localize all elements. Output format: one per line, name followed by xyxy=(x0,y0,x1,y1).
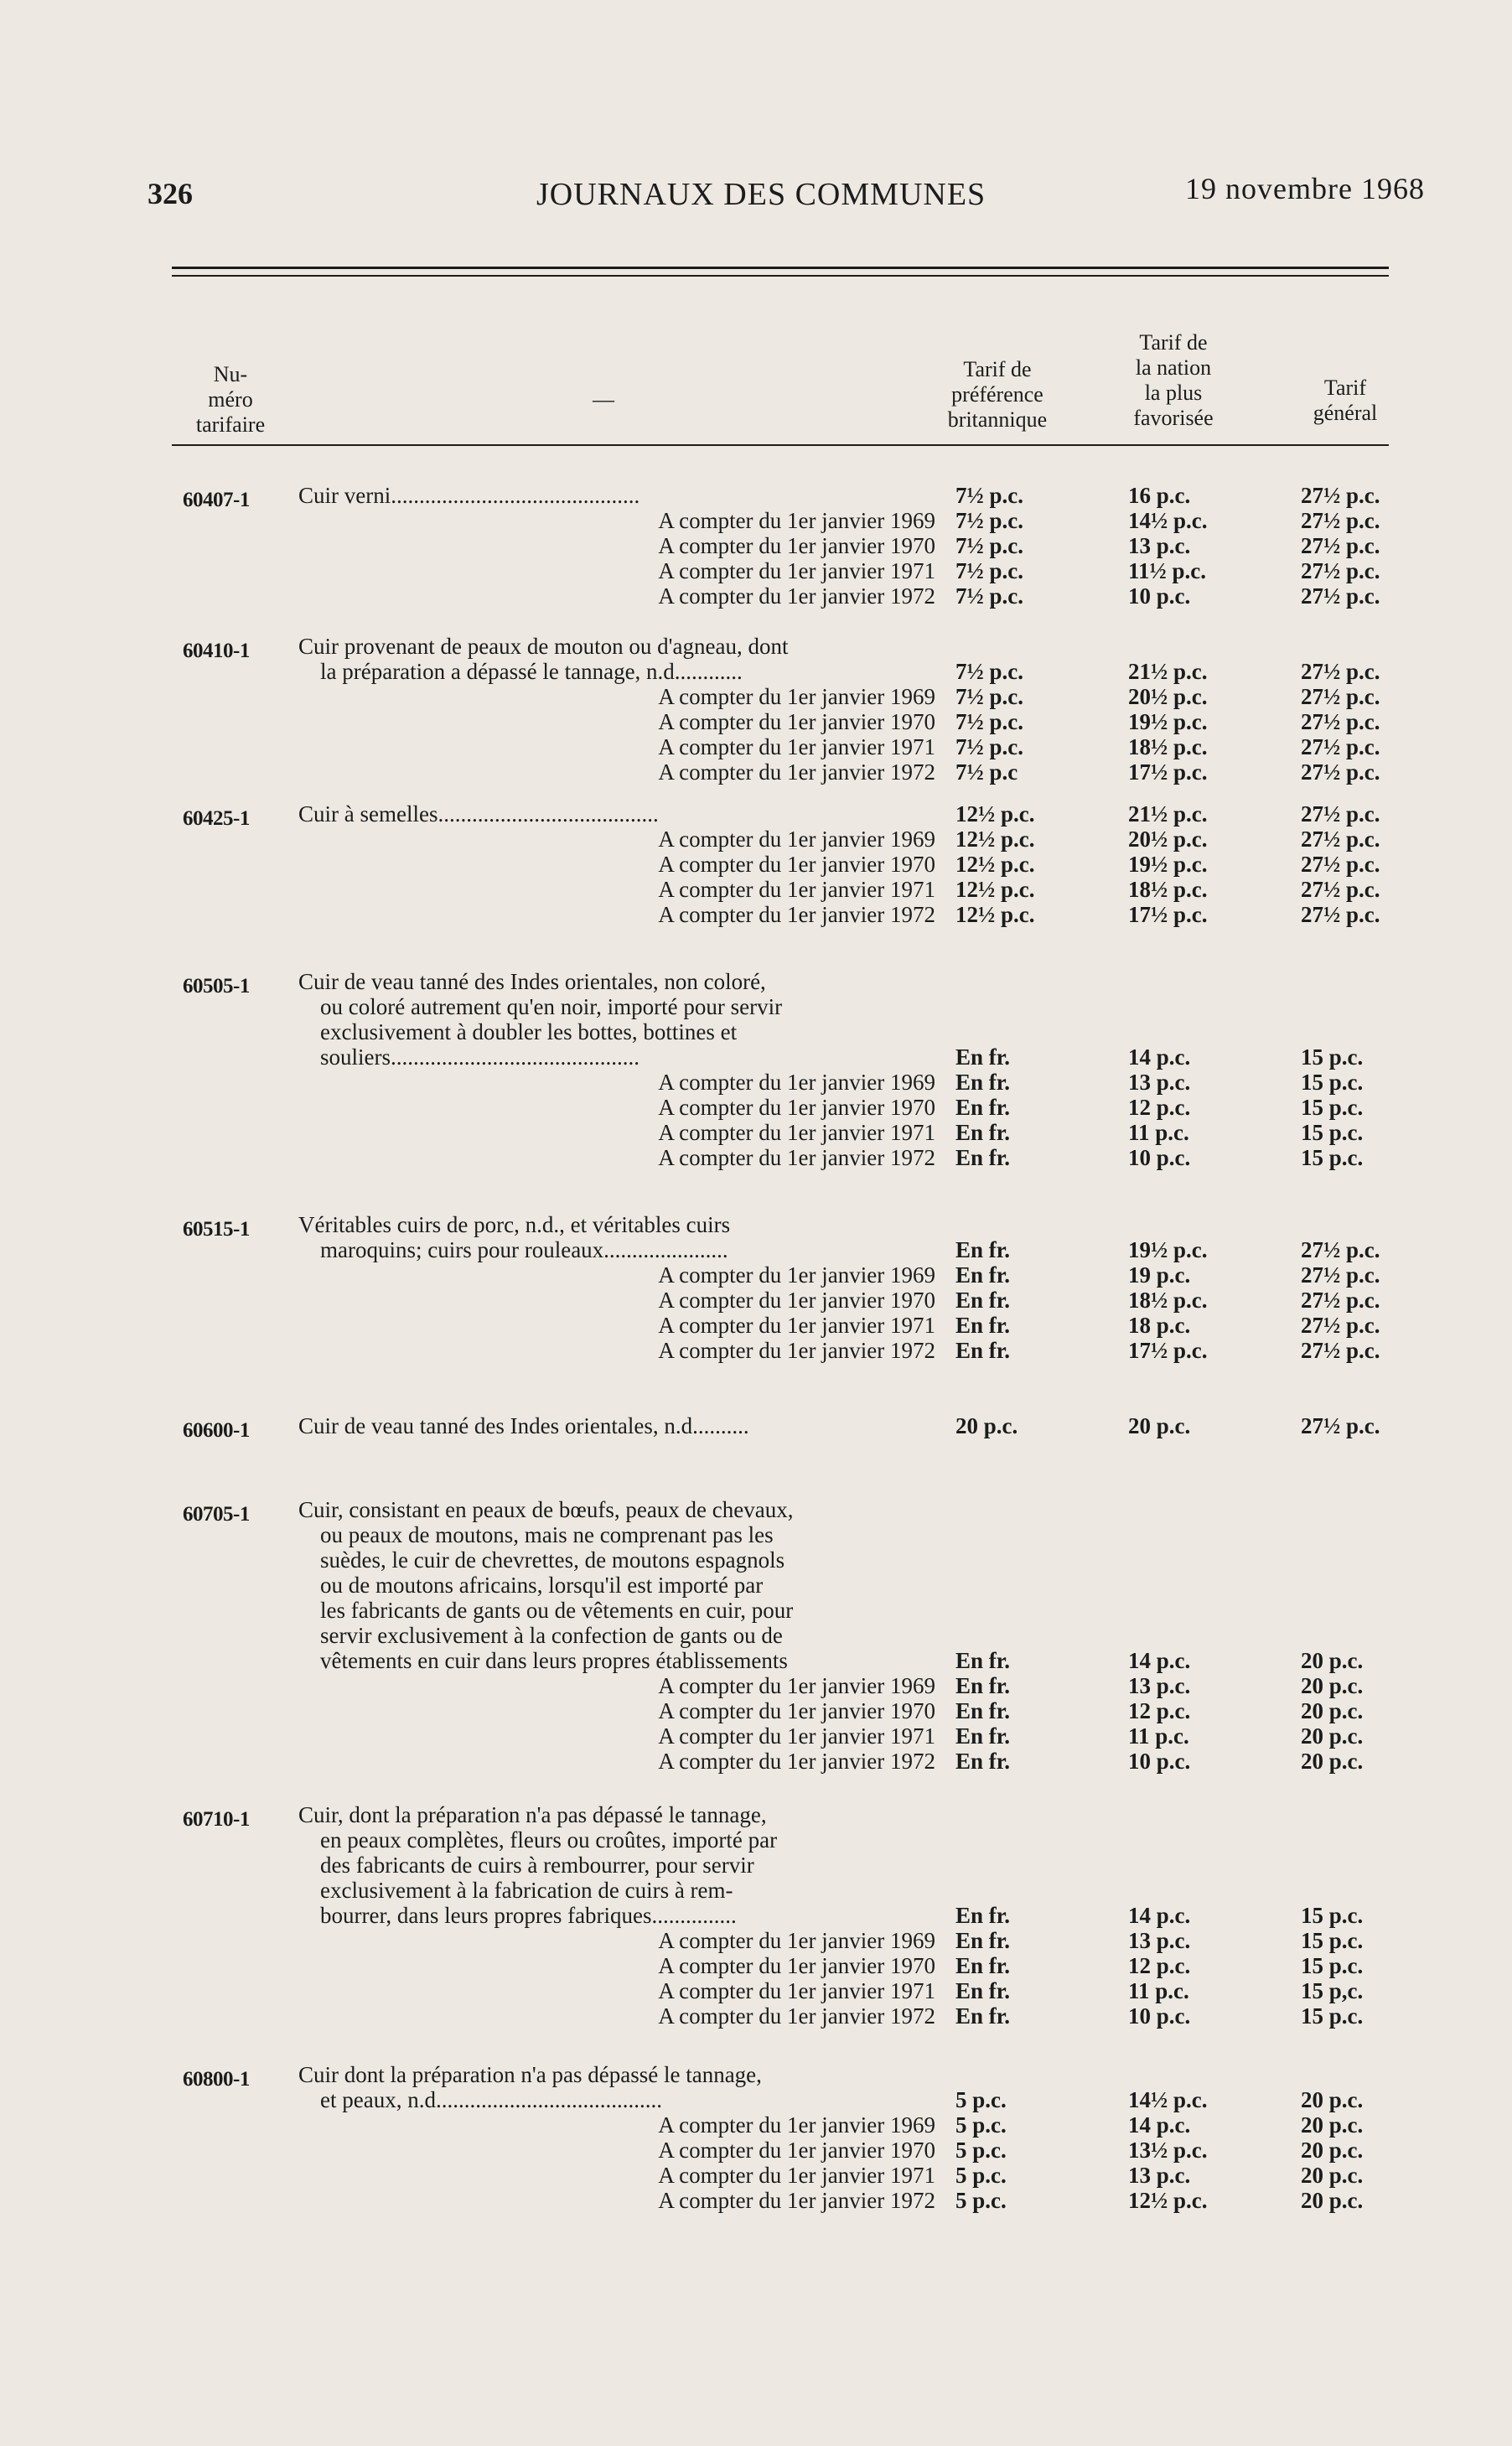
british-preferential-rate: 7½ p.c. xyxy=(955,533,1023,558)
mfn-rate: 18½ p.c. xyxy=(1128,734,1208,759)
description-line: ou de moutons africains, lorsqu'il est importé par xyxy=(320,1573,764,1598)
staging-step: A compter du 1er janvier 1972 xyxy=(658,1338,935,1363)
general-rate: 27½ p.c. xyxy=(1301,1237,1380,1262)
general-rate-column xyxy=(1301,1044,1363,1170)
british-preferential-rate: 20 p.c. xyxy=(955,1413,1018,1438)
general-rate: 27½ p.c. xyxy=(1301,583,1380,609)
mfn-rate: 12½ p.c. xyxy=(1128,2188,1208,2213)
mfn-rate: 17½ p.c. xyxy=(1128,1338,1208,1363)
general-rate: 27½ p.c. xyxy=(1301,508,1380,533)
mfn-rate: 10 p.c. xyxy=(1128,1749,1191,1774)
general-rate: 20 p.c. xyxy=(1301,1698,1364,1723)
british-preferential-rate-column xyxy=(955,801,1035,927)
general-rate-column xyxy=(1301,1413,1380,1438)
general-rate: 27½ p.c. xyxy=(1301,483,1380,508)
british-preferential-rate: En fr. xyxy=(955,1723,1011,1749)
british-preferential-rate: 7½ p.c. xyxy=(955,684,1023,709)
general-rate: 15 p.c. xyxy=(1301,1145,1364,1170)
staging-step: A compter du 1er janvier 1972 xyxy=(658,2003,935,2029)
description-line: ou coloré autrement qu'en noir, importé pour servir xyxy=(320,994,783,1019)
staging-step: A compter du 1er janvier 1972 xyxy=(658,2188,935,2213)
british-preferential-rate: 5 p.c. xyxy=(955,2112,1007,2138)
general-rate: 27½ p.c. xyxy=(1301,1338,1380,1363)
british-preferential-rate: 7½ p.c. xyxy=(955,659,1023,684)
british-preferential-rate: En fr. xyxy=(955,1095,1011,1120)
tariff-description xyxy=(298,801,935,827)
description-line: Cuir à semelles....................................... xyxy=(298,801,659,827)
staging-step: A compter du 1er janvier 1970 xyxy=(658,533,935,558)
tariff-description xyxy=(298,483,935,508)
general-rate: 15 p.c. xyxy=(1301,1903,1364,1928)
british-preferential-rate: En fr. xyxy=(955,1648,1011,1673)
description-line: les fabricants de gants ou de vêtements en cuir, pour xyxy=(320,1598,794,1623)
general-rate: 27½ p.c. xyxy=(1301,734,1380,759)
staging-step: A compter du 1er janvier 1969 xyxy=(658,2112,935,2138)
general-rate: 15 p,c. xyxy=(1301,1978,1364,2003)
staging-step: A compter du 1er janvier 1969 xyxy=(658,1673,935,1698)
british-preferential-rate: En fr. xyxy=(955,1313,1011,1338)
british-preferential-rate: En fr. xyxy=(955,1978,1011,2003)
mfn-rate: 13 p.c. xyxy=(1128,1928,1191,1953)
general-rate-column xyxy=(1301,1903,1363,2029)
mfn-rate: 13 p.c. xyxy=(1128,2163,1191,2188)
general-rate: 20 p.c. xyxy=(1301,2087,1364,2112)
british-preferential-rate: En fr. xyxy=(955,1120,1011,1145)
general-rate-column xyxy=(1301,1648,1363,1774)
general-rate: 15 p.c. xyxy=(1301,1953,1364,1978)
tariff-number: 60515-1 xyxy=(183,1218,250,1241)
page-header xyxy=(142,168,1425,218)
mfn-rate: 19½ p.c. xyxy=(1128,852,1208,877)
british-preferential-rate-column xyxy=(955,2087,1007,2213)
staging-step: A compter du 1er janvier 1969 xyxy=(658,1070,935,1095)
general-rate-column xyxy=(1301,801,1380,927)
staging-step: A compter du 1er janvier 1972 xyxy=(658,583,935,609)
british-preferential-rate: En fr. xyxy=(955,1903,1011,1928)
mfn-rate: 20½ p.c. xyxy=(1128,827,1208,852)
british-preferential-rate: 7½ p.c. xyxy=(955,583,1023,609)
description-line: vêtements en cuir dans leurs propres établissements xyxy=(320,1648,788,1673)
tariff-number: 60410-1 xyxy=(183,640,250,662)
col-head-number: Nu- méro tarifaire xyxy=(195,362,266,437)
staging-step: A compter du 1er janvier 1970 xyxy=(658,1953,935,1978)
mfn-rate-column xyxy=(1128,483,1208,609)
british-preferential-rate: 12½ p.c. xyxy=(955,877,1035,902)
tariff-description xyxy=(298,634,935,684)
british-preferential-rate: En fr. xyxy=(955,1953,1011,1978)
description-line: Cuir, dont la préparation n'a pas dépassé le tannage, xyxy=(298,1802,767,1827)
general-rate-column xyxy=(1301,1237,1380,1363)
general-rate: 20 p.c. xyxy=(1301,1673,1364,1698)
mfn-rate: 14 p.c. xyxy=(1128,1044,1191,1070)
staging-step: A compter du 1er janvier 1970 xyxy=(658,852,935,877)
description-line: en peaux complètes, fleurs ou croûtes, importé par xyxy=(320,1827,778,1853)
description-line: et peaux, n.d........................................ xyxy=(320,2087,662,2112)
general-rate: 27½ p.c. xyxy=(1301,709,1380,734)
mfn-rate: 12 p.c. xyxy=(1128,1953,1191,1978)
british-preferential-rate: En fr. xyxy=(955,1288,1011,1313)
mfn-rate-column xyxy=(1128,1413,1190,1438)
british-preferential-rate: 12½ p.c. xyxy=(955,852,1035,877)
tariff-description xyxy=(298,1802,935,1928)
mfn-rate-column xyxy=(1128,1044,1190,1170)
british-preferential-rate: 5 p.c. xyxy=(955,2087,1007,2112)
british-preferential-rate: 12½ p.c. xyxy=(955,827,1035,852)
british-preferential-rate-column xyxy=(955,483,1023,609)
staging-steps xyxy=(583,1262,935,1363)
tariff-description xyxy=(298,1497,935,1673)
tariff-number: 60710-1 xyxy=(183,1808,250,1831)
general-rate: 27½ p.c. xyxy=(1301,852,1380,877)
mfn-rate: 19 p.c. xyxy=(1128,1262,1191,1288)
issue-date: 19 novembre 1968 xyxy=(1185,172,1425,205)
mfn-rate: 16 p.c. xyxy=(1128,483,1191,508)
british-preferential-rate: En fr. xyxy=(955,1698,1011,1723)
british-preferential-rate: 7½ p.c. xyxy=(955,483,1023,508)
mfn-rate: 10 p.c. xyxy=(1128,1145,1191,1170)
staging-step: A compter du 1er janvier 1972 xyxy=(658,759,935,785)
staging-step: A compter du 1er janvier 1972 xyxy=(658,902,935,927)
mfn-rate: 11½ p.c. xyxy=(1128,558,1207,583)
description-line: souliers............................................ xyxy=(320,1044,639,1070)
general-rate: 20 p.c. xyxy=(1301,1749,1364,1774)
general-rate: 27½ p.c. xyxy=(1301,659,1380,684)
description-line: Cuir de veau tanné des Indes orientales, n.d.......... xyxy=(298,1413,749,1438)
mfn-rate: 18 p.c. xyxy=(1128,1313,1191,1338)
british-preferential-rate: 5 p.c. xyxy=(955,2163,1007,2188)
staging-step: A compter du 1er janvier 1969 xyxy=(658,508,935,533)
staging-step: A compter du 1er janvier 1970 xyxy=(658,709,935,734)
general-rate: 27½ p.c. xyxy=(1301,1288,1380,1313)
general-rate: 20 p.c. xyxy=(1301,2163,1364,2188)
general-rate-column xyxy=(1301,2087,1363,2213)
staging-step: A compter du 1er janvier 1971 xyxy=(658,1120,935,1145)
british-preferential-rate: 7½ p.c. xyxy=(955,709,1023,734)
journal-title: JOURNAUX DES COMMUNES xyxy=(536,177,986,212)
tariff-description xyxy=(298,1212,935,1262)
staging-step: A compter du 1er janvier 1969 xyxy=(658,1262,935,1288)
description-line: Cuir provenant de peaux de mouton ou d'agneau, dont xyxy=(298,634,789,659)
staging-step: A compter du 1er janvier 1969 xyxy=(658,684,935,709)
tariff-number: 60705-1 xyxy=(183,1503,250,1526)
staging-steps xyxy=(583,2112,935,2213)
general-rate: 15 p.c. xyxy=(1301,1928,1364,1953)
british-preferential-rate: 12½ p.c. xyxy=(955,801,1035,827)
mfn-rate-column xyxy=(1128,1648,1190,1774)
mfn-rate: 20½ p.c. xyxy=(1128,684,1208,709)
description-line: ou peaux de moutons, mais ne comprenant pas les xyxy=(320,1522,774,1547)
mfn-rate: 14 p.c. xyxy=(1128,2112,1191,2138)
tariff-number: 60407-1 xyxy=(183,489,250,511)
staging-step: A compter du 1er janvier 1970 xyxy=(658,2138,935,2163)
staging-step: A compter du 1er janvier 1971 xyxy=(658,558,935,583)
description-line: exclusivement à la fabrication de cuirs à rem- xyxy=(320,1878,733,1903)
mfn-rate: 10 p.c. xyxy=(1128,2003,1191,2029)
mfn-rate: 17½ p.c. xyxy=(1128,759,1208,785)
tariff-number: 60505-1 xyxy=(183,975,250,998)
description-line: Véritables cuirs de porc, n.d., et véritables cuirs xyxy=(298,1212,731,1237)
general-rate: 15 p.c. xyxy=(1301,1044,1364,1070)
general-rate: 15 p.c. xyxy=(1301,2003,1364,2029)
staging-step: A compter du 1er janvier 1972 xyxy=(658,1749,935,1774)
british-preferential-rate: En fr. xyxy=(955,1262,1011,1288)
british-preferential-rate: 7½ p.c xyxy=(955,759,1018,785)
general-rate: 27½ p.c. xyxy=(1301,1413,1380,1438)
description-line: suèdes, le cuir de chevrettes, de moutons espagnols xyxy=(320,1547,785,1573)
mfn-rate: 14½ p.c. xyxy=(1128,508,1208,533)
general-rate: 27½ p.c. xyxy=(1301,533,1380,558)
col-head-description: — xyxy=(593,387,614,412)
mfn-rate-column xyxy=(1128,659,1208,785)
general-rate: 27½ p.c. xyxy=(1301,1313,1380,1338)
col-head-general: Tarif général xyxy=(1313,376,1378,425)
general-rate: 20 p.c. xyxy=(1301,2112,1364,2138)
staging-step: A compter du 1er janvier 1969 xyxy=(658,1928,935,1953)
british-preferential-rate: En fr. xyxy=(955,1237,1011,1262)
general-rate: 15 p.c. xyxy=(1301,1120,1364,1145)
british-preferential-rate: En fr. xyxy=(955,1928,1011,1953)
british-preferential-rate: En fr. xyxy=(955,1749,1011,1774)
british-preferential-rate: En fr. xyxy=(955,1145,1011,1170)
description-line: Cuir verni............................................ xyxy=(298,483,640,508)
british-preferential-rate: En fr. xyxy=(955,2003,1011,2029)
staging-steps xyxy=(583,827,935,927)
mfn-rate: 10 p.c. xyxy=(1128,583,1191,609)
british-preferential-rate-column xyxy=(955,1903,1010,2029)
british-preferential-rate: En fr. xyxy=(955,1044,1011,1070)
british-preferential-rate-column xyxy=(955,659,1023,785)
description-line: Cuir de veau tanné des Indes orientales, non coloré, xyxy=(298,969,766,994)
mfn-rate: 12 p.c. xyxy=(1128,1095,1191,1120)
staging-step: A compter du 1er janvier 1969 xyxy=(658,827,935,852)
general-rate: 20 p.c. xyxy=(1301,2138,1364,2163)
tariff-description xyxy=(298,1413,935,1438)
description-line: bourrer, dans leurs propres fabriques............... xyxy=(320,1903,737,1928)
col-head-mfn: Tarif de la nation la plus favorisée xyxy=(1133,330,1214,430)
staging-step: A compter du 1er janvier 1971 xyxy=(658,1313,935,1338)
header-bottom-rule xyxy=(172,444,1389,446)
mfn-rate: 13 p.c. xyxy=(1128,533,1191,558)
description-line: la préparation a dépassé le tannage, n.d............ xyxy=(320,659,743,684)
general-rate: 27½ p.c. xyxy=(1301,558,1380,583)
general-rate: 15 p.c. xyxy=(1301,1095,1364,1120)
general-rate: 27½ p.c. xyxy=(1301,759,1380,785)
british-preferential-rate: 7½ p.c. xyxy=(955,734,1023,759)
description-line: exclusivement à doubler les bottes, bottines et xyxy=(320,1019,738,1044)
general-rate: 27½ p.c. xyxy=(1301,877,1380,902)
staging-step: A compter du 1er janvier 1970 xyxy=(658,1288,935,1313)
british-preferential-rate-column xyxy=(955,1648,1010,1774)
staging-step: A compter du 1er janvier 1970 xyxy=(658,1698,935,1723)
general-rate: 20 p.c. xyxy=(1301,1648,1364,1673)
mfn-rate-column xyxy=(1128,1237,1208,1363)
tariff-number: 60800-1 xyxy=(183,2068,250,2091)
british-preferential-rate: En fr. xyxy=(955,1673,1011,1698)
description-line: maroquins; cuirs pour rouleaux...................... xyxy=(320,1237,728,1262)
tariff-description xyxy=(298,969,935,1070)
british-preferential-rate: 12½ p.c. xyxy=(955,902,1035,927)
mfn-rate-column xyxy=(1128,1903,1190,2029)
mfn-rate: 12 p.c. xyxy=(1128,1698,1191,1723)
general-rate: 20 p.c. xyxy=(1301,1723,1364,1749)
tariff-number: 60425-1 xyxy=(183,807,250,830)
general-rate-column xyxy=(1301,659,1380,785)
general-rate: 27½ p.c. xyxy=(1301,684,1380,709)
british-preferential-rate: 5 p.c. xyxy=(955,2188,1007,2213)
mfn-rate-column xyxy=(1128,801,1208,927)
mfn-rate: 13 p.c. xyxy=(1128,1070,1191,1095)
description-line: Cuir, consistant en peaux de bœufs, peaux de chevaux, xyxy=(298,1497,794,1522)
description-line: Cuir dont la préparation n'a pas dépassé le tannage, xyxy=(298,2062,762,2087)
staging-step: A compter du 1er janvier 1971 xyxy=(658,734,935,759)
british-preferential-rate-column xyxy=(955,1237,1010,1363)
staging-steps xyxy=(583,508,935,609)
general-rate: 27½ p.c. xyxy=(1301,827,1380,852)
staging-steps xyxy=(583,1928,935,2029)
staging-step: A compter du 1er janvier 1972 xyxy=(658,1145,935,1170)
british-preferential-rate: 7½ p.c. xyxy=(955,508,1023,533)
tariff-number: 60600-1 xyxy=(183,1419,250,1442)
mfn-rate: 11 p.c. xyxy=(1128,1723,1189,1749)
staging-steps xyxy=(583,1070,935,1170)
mfn-rate: 17½ p.c. xyxy=(1128,902,1208,927)
mfn-rate-column xyxy=(1128,2087,1208,2213)
description-line: servir exclusivement à la confection de gants ou de xyxy=(320,1623,783,1648)
staging-step: A compter du 1er janvier 1971 xyxy=(658,1978,935,2003)
british-preferential-rate-column xyxy=(955,1413,1017,1438)
staging-step: A compter du 1er janvier 1971 xyxy=(658,2163,935,2188)
tariff-description xyxy=(298,2062,935,2112)
staging-steps xyxy=(583,1673,935,1774)
general-rate: 27½ p.c. xyxy=(1301,801,1380,827)
col-head-british: Tarif de préférence britannique xyxy=(947,357,1048,432)
top-rule-thick xyxy=(172,267,1389,269)
mfn-rate: 19½ p.c. xyxy=(1128,709,1208,734)
mfn-rate: 20 p.c. xyxy=(1128,1413,1191,1438)
mfn-rate: 19½ p.c. xyxy=(1128,1237,1208,1262)
mfn-rate: 21½ p.c. xyxy=(1128,801,1208,827)
mfn-rate: 13½ p.c. xyxy=(1128,2138,1208,2163)
mfn-rate: 13 p.c. xyxy=(1128,1673,1191,1698)
top-rule-thin xyxy=(172,275,1389,277)
mfn-rate: 14½ p.c. xyxy=(1128,2087,1208,2112)
british-preferential-rate: En fr. xyxy=(955,1338,1011,1363)
description-line: des fabricants de cuirs à rembourrer, pour servir xyxy=(320,1853,754,1878)
general-rate-column xyxy=(1301,483,1380,609)
page-number: 326 xyxy=(148,177,193,210)
mfn-rate: 11 p.c. xyxy=(1128,1120,1189,1145)
staging-steps xyxy=(583,684,935,785)
mfn-rate: 18½ p.c. xyxy=(1128,1288,1208,1313)
british-preferential-rate: 5 p.c. xyxy=(955,2138,1007,2163)
mfn-rate: 18½ p.c. xyxy=(1128,877,1208,902)
general-rate: 27½ p.c. xyxy=(1301,1262,1380,1288)
british-preferential-rate: En fr. xyxy=(955,1070,1011,1095)
mfn-rate: 14 p.c. xyxy=(1128,1903,1191,1928)
mfn-rate: 21½ p.c. xyxy=(1128,659,1208,684)
staging-step: A compter du 1er janvier 1970 xyxy=(658,1095,935,1120)
mfn-rate: 11 p.c. xyxy=(1128,1978,1189,2003)
british-preferential-rate-column xyxy=(955,1044,1010,1170)
mfn-rate: 14 p.c. xyxy=(1128,1648,1191,1673)
general-rate: 15 p.c. xyxy=(1301,1070,1364,1095)
general-rate: 27½ p.c. xyxy=(1301,902,1380,927)
staging-step: A compter du 1er janvier 1971 xyxy=(658,877,935,902)
general-rate: 20 p.c. xyxy=(1301,2188,1364,2213)
staging-step: A compter du 1er janvier 1971 xyxy=(658,1723,935,1749)
british-preferential-rate: 7½ p.c. xyxy=(955,558,1023,583)
